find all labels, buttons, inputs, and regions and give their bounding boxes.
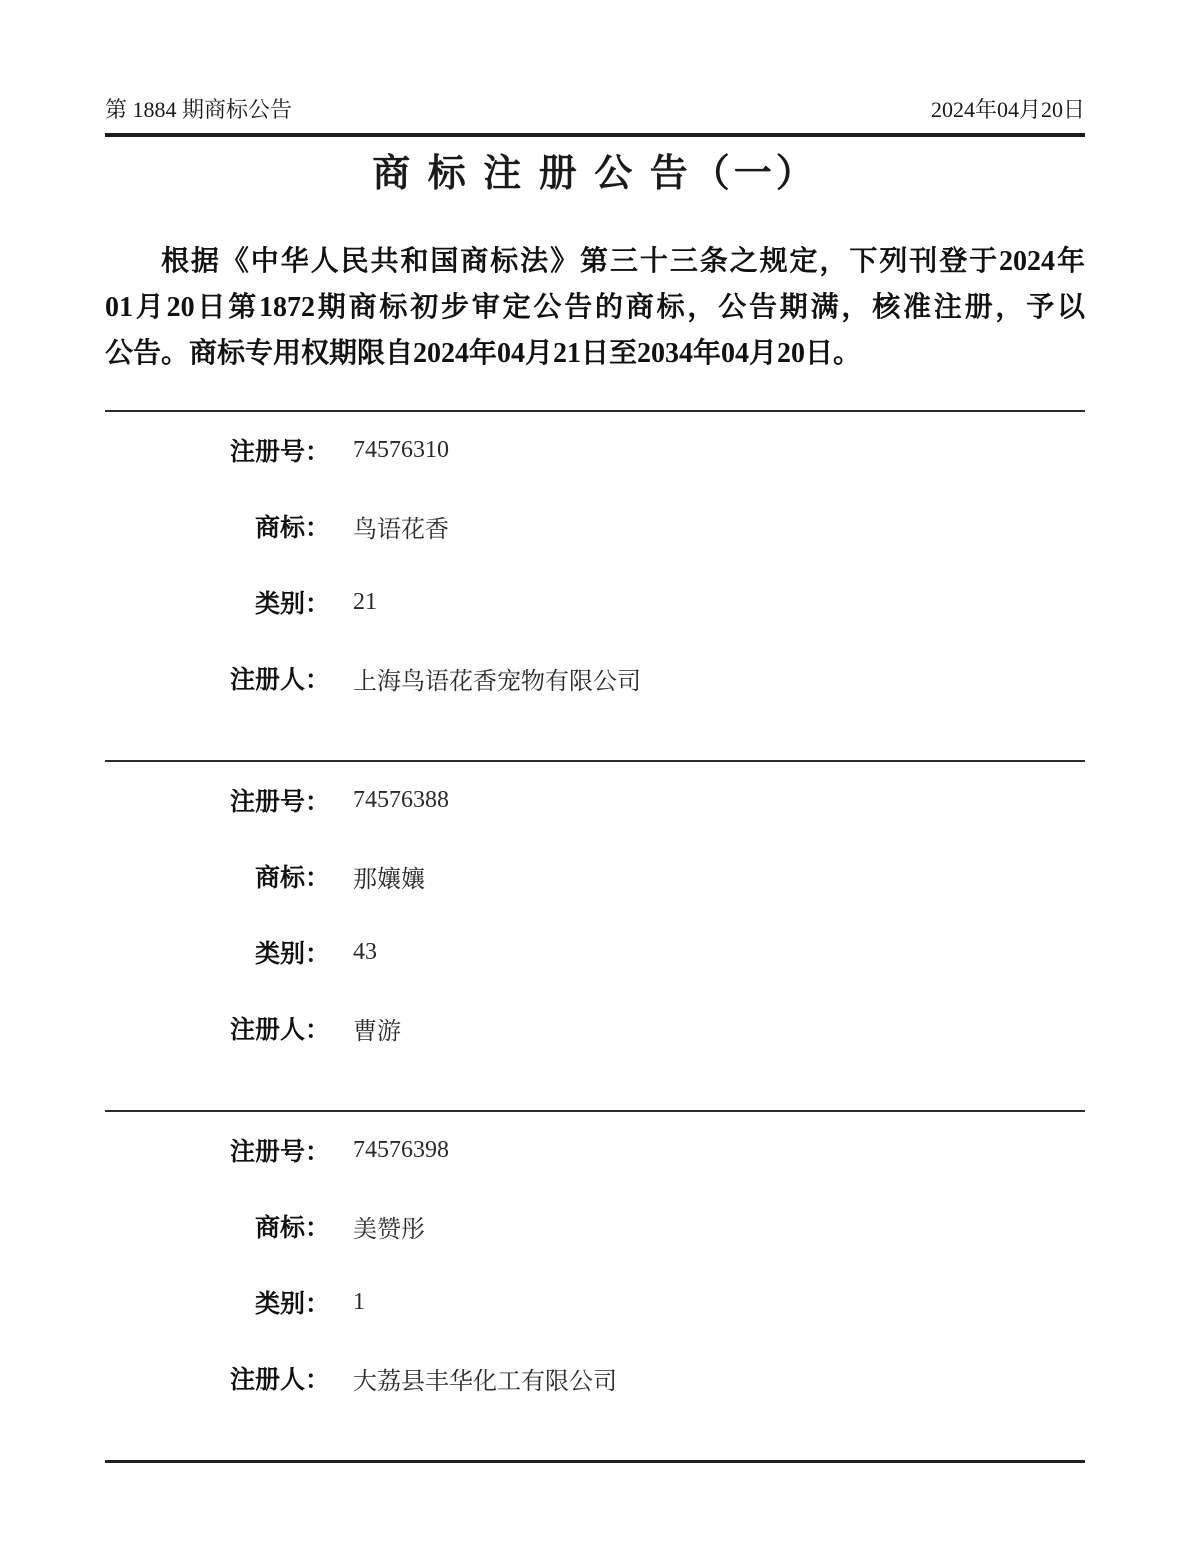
- trademark-label: 商标：: [254, 864, 330, 892]
- header-divider: [105, 133, 1085, 137]
- trademark-label: 商标：: [254, 1214, 330, 1242]
- reg-no-row: [105, 412, 1085, 488]
- registrant-label: 注册人：: [229, 1016, 330, 1044]
- registrant-value: 曹游: [353, 1018, 401, 1045]
- trademark-entry-2: [105, 760, 1085, 1110]
- category-row: [105, 914, 1085, 990]
- category-value: 1: [353, 1288, 365, 1315]
- intro-line-1: 根据《中华人民共和国商标法》第三十三条之规定，下列刊登于2024年: [161, 246, 1085, 277]
- reg-no-row: [105, 1112, 1085, 1188]
- reg-no-row: [105, 762, 1085, 838]
- intro-line-3: 公告。商标专用权期限自2024年04月21日至2034年04月20日。: [105, 338, 862, 369]
- intro-paragraph: [105, 239, 1085, 377]
- reg-no-label: 注册号：: [229, 1138, 330, 1166]
- header-issue-label: 第 1884 期商标公告: [105, 97, 293, 122]
- trademark-value: 鸟语花香: [353, 516, 449, 543]
- trademark-row: [105, 838, 1085, 914]
- reg-no-label: 注册号：: [229, 788, 330, 816]
- intro-line-2: 01月20日第1872期商标初步审定公告的商标，公告期满，核准注册，予以: [105, 292, 1085, 323]
- trademark-entry-list: [105, 410, 1085, 1463]
- category-label: 类别：: [254, 940, 330, 968]
- reg-no-value: 74576388: [353, 786, 449, 813]
- bottom-divider: [105, 1460, 1085, 1463]
- registrant-value: 上海鸟语花香宠物有限公司: [353, 668, 641, 695]
- trademark-value: 美赞彤: [353, 1216, 425, 1243]
- registrant-label: 注册人：: [229, 666, 330, 694]
- registrant-row: [105, 990, 1085, 1066]
- trademark-entry-3: [105, 1110, 1085, 1460]
- trademark-label: 商标：: [254, 514, 330, 542]
- category-label: 类别：: [254, 1290, 330, 1318]
- registrant-row: [105, 1340, 1085, 1416]
- trademark-row: [105, 1188, 1085, 1264]
- category-value: 43: [353, 938, 377, 965]
- trademark-row: [105, 488, 1085, 564]
- category-row: [105, 564, 1085, 640]
- category-row: [105, 1264, 1085, 1340]
- trademark-entry-1: [105, 410, 1085, 760]
- category-value: 21: [353, 588, 377, 615]
- reg-no-label: 注册号：: [229, 438, 330, 466]
- page-header: [105, 0, 1085, 124]
- registrant-value: 大荔县丰华化工有限公司: [353, 1368, 617, 1395]
- reg-no-value: 74576310: [353, 436, 449, 463]
- page-title: 商 标 注 册 公 告（一）: [372, 153, 818, 195]
- category-label: 类别：: [254, 590, 330, 618]
- reg-no-value: 74576398: [353, 1136, 449, 1163]
- registrant-row: [105, 640, 1085, 716]
- trademark-value: 那孃孃: [353, 866, 425, 893]
- header-date: 2024年04月20日: [930, 97, 1085, 122]
- registrant-label: 注册人：: [229, 1366, 330, 1394]
